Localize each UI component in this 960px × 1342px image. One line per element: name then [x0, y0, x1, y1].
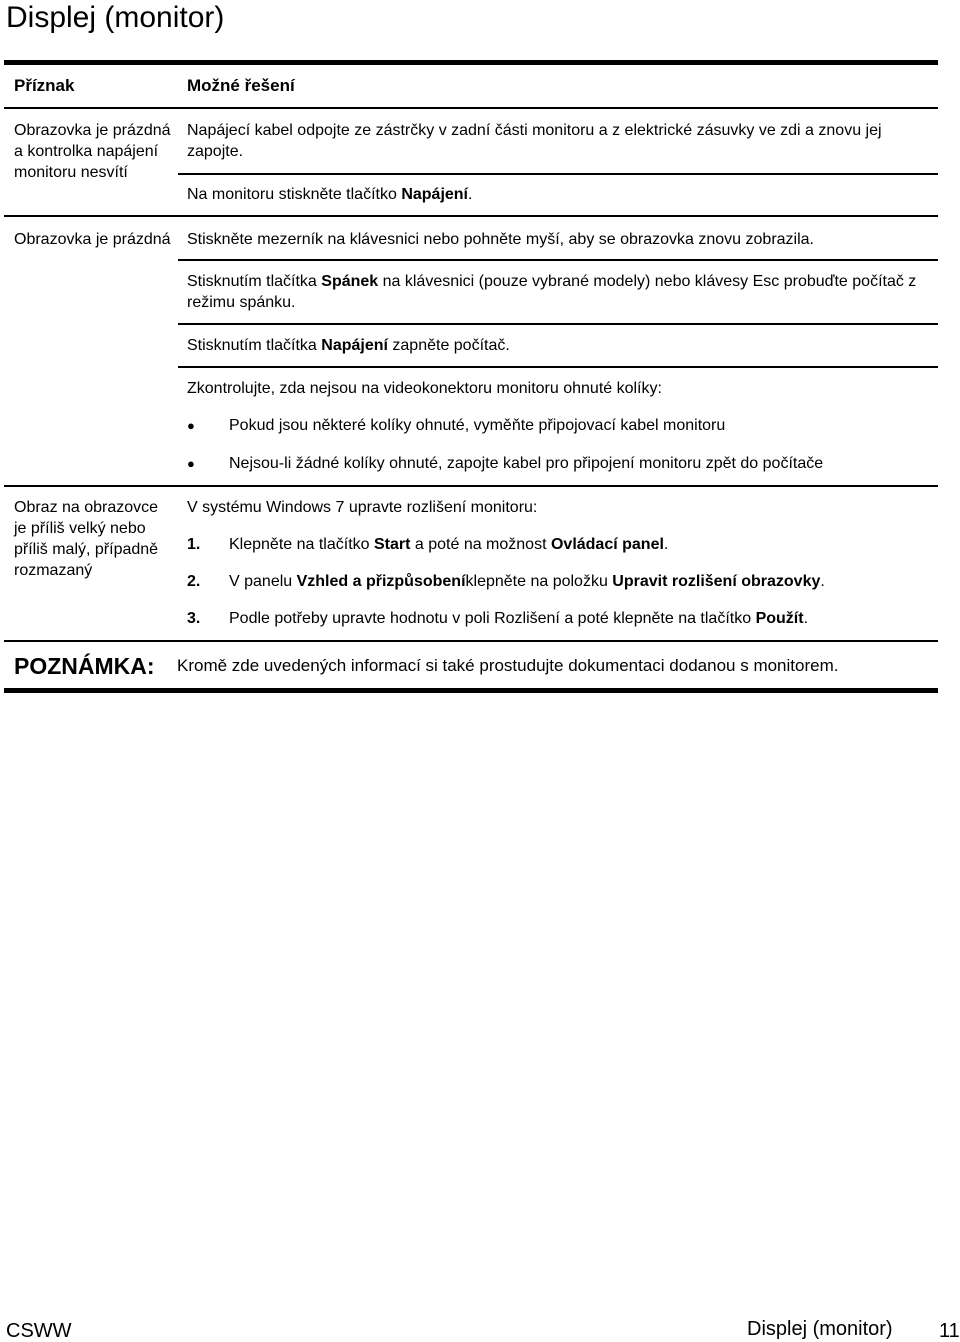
bullet-icon: ● [187, 418, 195, 433]
step-3: Podle potřeby upravte hodnotu v poli Rozlišení a poté klepněte na tlačítko Použít. [229, 610, 809, 627]
page-number: 11 [939, 1320, 960, 1342]
row2-solution-1: Stiskněte mezerník na klávesnici nebo pohněte myší, aby se obrazovka znovu zobrazila. [187, 231, 814, 248]
row3-intro: V systému Windows 7 upravte rozlišení monitoru: [187, 499, 538, 516]
footer-left: CSWW [6, 1320, 72, 1342]
bullet-icon: ● [187, 456, 195, 471]
note-bottom-rule [4, 688, 938, 693]
row3-symptom: Obraz na obrazovce je příliš velký nebo příliš malý, případně rozmazaný [14, 499, 159, 579]
row1-sub-rule [178, 173, 938, 175]
step-1: Klepněte na tlačítko Start a poté na možnost Ovládací panel. [229, 536, 669, 553]
row2-rule [4, 485, 938, 487]
row1-solution-1: Napájecí kabel odpojte ze zástrčky v zadní části monitoru a z elektrické zásuvky ve zdi a znovu jej zapojte. [187, 122, 882, 160]
note-label: POZNÁMKA: [14, 653, 155, 679]
header-symptom: Příznak [14, 76, 75, 95]
header-solution: Možné řešení [187, 76, 295, 95]
row2-sub-rule-3 [178, 366, 938, 368]
bullet-item-1: Pokud jsou některé kolíky ohnuté, vyměňte připojovací kabel monitoru [229, 417, 726, 434]
step-number: 3. [187, 610, 201, 627]
step-number: 1. [187, 536, 201, 553]
row2-solution-3: Stisknutím tlačítka Napájení zapněte počítač. [187, 337, 510, 354]
page-title: Displej (monitor) [6, 1, 225, 34]
row2-solution-4: Zkontrolujte, zda nejsou na videokonektoru monitoru ohnuté kolíky: [187, 380, 662, 397]
table-bottom-rule [4, 640, 938, 642]
note-text: Kromě zde uvedených informací si také prostudujte dokumentaci dodanou s monitorem. [177, 656, 839, 675]
row2-symptom: Obrazovka je prázdná [14, 231, 171, 248]
row1-solution-2: Na monitoru stiskněte tlačítko Napájení. [187, 186, 473, 203]
bullet-item-2: Nejsou-li žádné kolíky ohnuté, zapojte kabel pro připojení monitoru zpět do počítače [229, 455, 824, 472]
row2-sub-rule-1 [178, 259, 938, 261]
step-number: 2. [187, 573, 201, 590]
row1-symptom: Obrazovka je prázdná a kontrolka napájení monitoru nesvítí [14, 122, 171, 181]
row1-rule [4, 215, 938, 217]
footer-section: Displej (monitor) [747, 1318, 893, 1340]
header-rule [4, 107, 938, 109]
row2-solution-2: Stisknutím tlačítka Spánek na klávesnici (pouze vybrané modely) nebo klávesy Esc probuďte počítač z režimu spánku. [187, 273, 917, 311]
table-top-rule [4, 60, 938, 65]
step-2: V panelu Vzhled a přizpůsobeníklepněte na položku Upravit rozlišení obrazovky. [229, 573, 825, 590]
row2-sub-rule-2 [178, 323, 938, 325]
